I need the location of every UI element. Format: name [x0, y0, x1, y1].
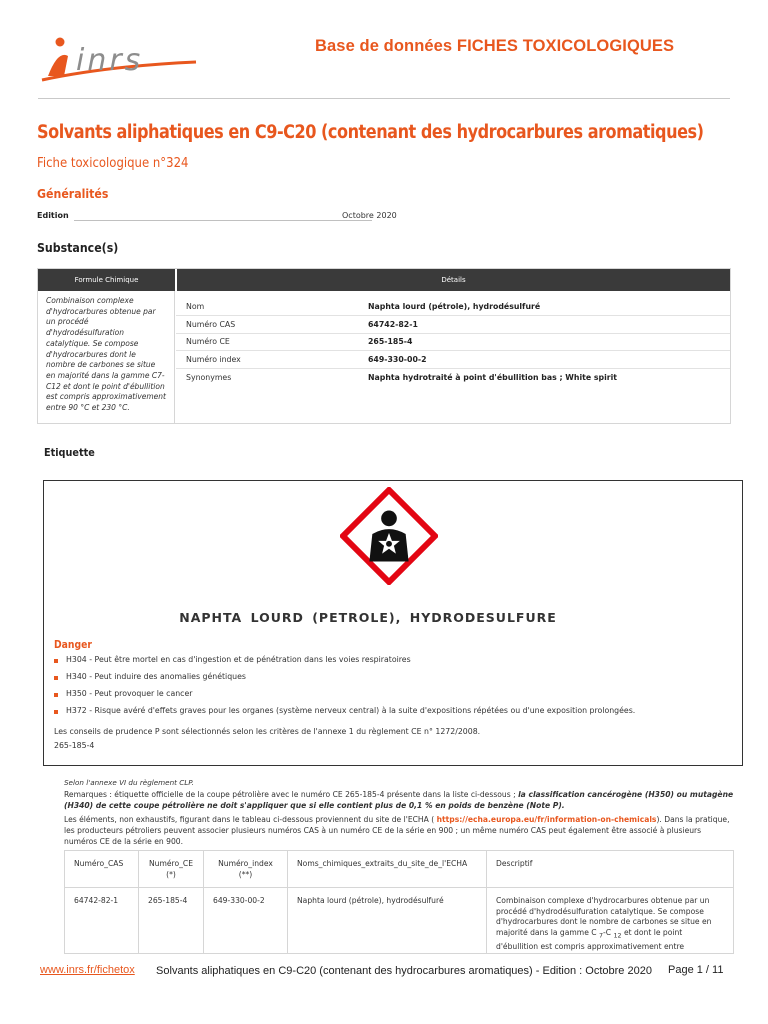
desc-text-mid: -C	[603, 927, 614, 937]
column-header: Descriptif	[496, 859, 533, 868]
table-row	[176, 351, 730, 369]
label-ce-number: 265-185-4	[54, 741, 95, 750]
detail-key: Synonymes	[186, 372, 232, 382]
desc-sub-1: 7	[599, 932, 604, 940]
detail-value: Naphta lourd (pétrole), hydrodésulfuré	[368, 302, 541, 311]
column-header: Numéro_CAS	[65, 851, 139, 887]
table-header-row	[65, 851, 733, 888]
elements-text-after: ). Dans la pratique, les producteurs pétroliers peuvent associer plusieurs numéros CAS à un numéro CE de la série en 900 ; un même numéro CAS peut également être associé à plusieurs numéros CE de la série en 900.	[64, 815, 730, 846]
desc-sub-2: 12	[613, 932, 622, 940]
hazard-statements	[54, 655, 635, 723]
substance-table	[37, 268, 731, 424]
detail-value: 64742-82-1	[368, 319, 418, 329]
logo-text: inrs	[76, 43, 144, 78]
signal-word: Danger	[54, 639, 92, 651]
footer-title: Solvants aliphatiques en C9-C20 (contenant des hydrocarbures aromatiques) - Edition : Octobre 2020	[156, 965, 652, 977]
remarks-emphasis: la classification cancérogène (H350) ou mutagène (H340) de cette coupe pétrolière ne doit s'appliquer que si elle contient plus de 0,1 % en poids de benzène (Note P).	[64, 790, 734, 810]
detail-value: 265-185-4	[368, 337, 413, 346]
detail-key: Numéro index	[186, 354, 241, 364]
echa-link[interactable]: https://echa.europa.eu/fr/information-on-chemicals	[436, 815, 657, 824]
header-divider	[38, 98, 730, 99]
remarks-text: Remarques : étiquette officielle de la coupe pétrolière avec le numéro CE 265-185-4 présente dans la liste ci-dessous ;	[64, 790, 519, 799]
database-title: Base de données FICHES TOXICOLOGIQUES	[315, 37, 675, 55]
substance-table-header	[38, 269, 730, 291]
document-title: Solvants aliphatiques en C9-C20 (contenant des hydrocarbures aromatiques)	[37, 122, 704, 143]
prudence-note: Les conseils de prudence P sont sélectionnés selon les critères de l'annexe 1 du règlement CE n° 1272/2008.	[54, 727, 481, 736]
column-header-details: Détails	[441, 276, 466, 284]
edition-label: Edition	[37, 211, 69, 220]
page-header	[0, 0, 768, 100]
section-heading-generalites: Généralités	[37, 186, 109, 201]
list-item: H340 - Peut induire des anomalies génétiques	[54, 672, 635, 689]
health-hazard-pictogram-icon	[340, 487, 438, 585]
detail-value: Naphta hydrotraité à point d'ébullition bas ; White spirit	[368, 372, 618, 382]
remarks-paragraph	[64, 789, 734, 811]
label-substance-name: NAPHTA LOURD (PETROLE), HYDRODESULFURE	[179, 610, 557, 625]
column-header: Noms_chimiques_extraits_du_site_de_l'ECHA	[288, 851, 487, 887]
detail-key: Numéro CE	[186, 337, 230, 346]
cell-index: 649-330-00-2	[204, 888, 288, 954]
edition-value: Octobre 2020	[342, 211, 397, 220]
formula-description: Combinaison complexe d'hydrocarbures obtenue par un procédé d'hydrodésulfuration catalytique. Se compose d'hydrocarbures dont le nombre de carbones se situe en majorité dans la gamme C7-C12 et dont le point d'ébullition est compris approximativement entre 90 °C et 230 °C.	[38, 291, 175, 423]
cell-ce: 265-185-4	[139, 888, 204, 954]
desc-text-b: et dont le point d'ébullition est compris approximativement entre	[496, 927, 685, 951]
inrs-logo	[38, 36, 198, 86]
table-row	[65, 888, 733, 954]
document-subtitle: Fiche toxicologique n°324	[37, 156, 189, 171]
echa-table	[64, 850, 734, 954]
list-item: H304 - Peut être mortel en cas d'ingestion et de pénétration dans les voies respiratoires	[54, 655, 635, 672]
detail-key: Nom	[186, 302, 205, 311]
table-row	[176, 334, 730, 352]
cell-description	[487, 888, 733, 954]
column-header: Numéro_index (**)	[204, 851, 288, 887]
table-row	[176, 316, 730, 334]
table-row	[176, 291, 730, 316]
footer-link[interactable]: www.inrs.fr/fichetox	[40, 964, 135, 976]
elements-text-before: Les éléments, non exhaustifs, figurant dans le tableau ci-dessous proviennent du site de l'ECHA (	[64, 815, 437, 824]
list-item: H350 - Peut provoquer le cancer	[54, 689, 635, 706]
section-heading-etiquette: Etiquette	[44, 446, 95, 459]
table-row	[176, 369, 730, 387]
section-heading-substance: Substance(s)	[37, 240, 119, 255]
cell-cas: 64742-82-1	[65, 888, 139, 954]
edition-leader-line	[74, 220, 372, 221]
elements-paragraph	[64, 814, 734, 847]
list-item: H372 - Risque avéré d'effets graves pour les organes (système nerveux central) à la suite d'expositions répétées ou d'une exposition prolongées.	[54, 706, 635, 723]
hazard-label	[43, 480, 743, 766]
column-header: Numéro_CE (*)	[139, 851, 204, 887]
page-number: Page 1 / 11	[668, 964, 724, 976]
desc-text-a: Combinaison complexe d'hydrocarbures obtenue par un procédé d'hydrodésulfuration catalytique. Se compose d'hydrocarbures dont le nombre de carbones se situe en majorité dans la gamme C	[496, 896, 712, 937]
column-header-formula: Formule Chimique	[74, 276, 139, 284]
clp-note: Selon l'annexe VI du règlement CLP.	[64, 778, 194, 787]
detail-value: 649-330-00-2	[368, 354, 427, 364]
substance-details	[176, 291, 730, 386]
detail-key: Numéro CAS	[186, 319, 236, 329]
cell-chemical-name: Naphta lourd (pétrole), hydrodésulfuré	[288, 888, 487, 954]
